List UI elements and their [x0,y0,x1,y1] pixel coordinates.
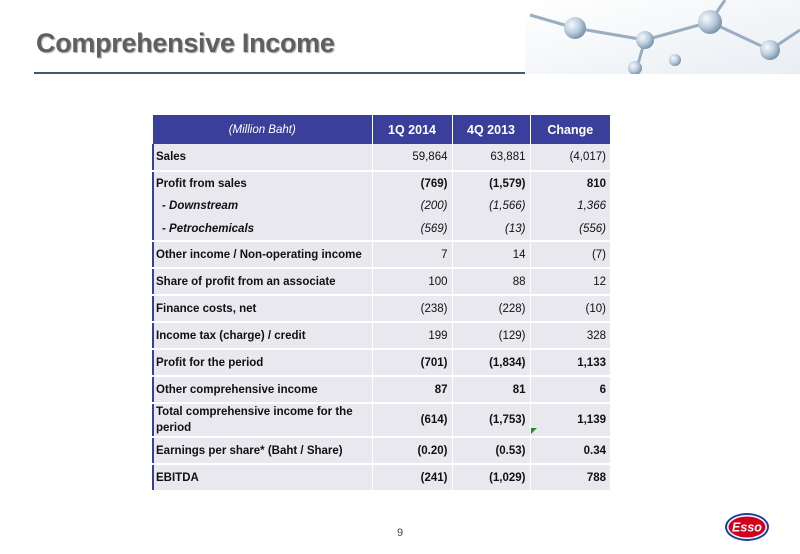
cell-change: 1,366 [530,195,610,217]
comprehensive-income-table [152,115,610,492]
cell-change: (7) [530,241,610,268]
cell-4q2013: (1,029) [452,464,530,491]
table-row-earnings-per-share [153,437,610,464]
row-label: Income tax (charge) / credit [153,322,372,349]
cell-4q2013: (1,753) [452,403,530,437]
cell-1q2014: (569) [372,217,452,241]
table-row-ebitda [153,464,610,491]
table-row-profit-for-period [153,349,610,376]
row-label: Other comprehensive income [153,376,372,403]
table-row-profit-from-sales [153,171,610,195]
column-header-4q2013: 4Q 2013 [452,115,530,144]
esso-logo-text: Esso [732,520,762,535]
page-title: Comprehensive Income [36,28,335,58]
cell-1q2014: (238) [372,295,452,322]
cell-4q2013: (1,566) [452,195,530,217]
cell-1q2014: (200) [372,195,452,217]
molecule-decoration [525,0,800,74]
cell-1q2014: (614) [372,403,452,437]
table-row-income-tax [153,322,610,349]
cell-1q2014: (241) [372,464,452,491]
cell-1q2014: 7 [372,241,452,268]
cell-change: 1,139 [530,403,610,437]
cell-change: 788 [530,464,610,491]
cell-change: 12 [530,268,610,295]
cell-change: 810 [530,171,610,195]
cell-change: (556) [530,217,610,241]
cell-change: 328 [530,322,610,349]
cell-change: 6 [530,376,610,403]
column-header-change: Change [530,115,610,144]
column-header-unit: (Million Baht) [153,115,372,144]
cell-4q2013: 88 [452,268,530,295]
cell-1q2014: 100 [372,268,452,295]
cell-4q2013: 63,881 [452,144,530,171]
row-label: - Downstream [153,195,372,217]
table-row-other-comprehensive-income [153,376,610,403]
table-row-sales [153,144,610,171]
table-row-other-income [153,241,610,268]
esso-logo-icon [724,512,770,542]
row-label: Share of profit from an associate [153,268,372,295]
row-label: Other income / Non-operating income [153,241,372,268]
cell-comment-marker [531,428,537,434]
page-number: 9 [396,527,404,539]
cell-change: 1,133 [530,349,610,376]
cell-4q2013: (13) [452,217,530,241]
cell-4q2013: (1,834) [452,349,530,376]
table-row-downstream [153,195,610,217]
cell-4q2013: 81 [452,376,530,403]
table-row-petrochemicals [153,217,610,241]
table-row-finance-costs [153,295,610,322]
cell-4q2013: (0.53) [452,437,530,464]
row-label: Profit from sales [153,171,372,195]
row-label: Sales [153,144,372,171]
table-row-total-comprehensive-income [153,403,610,437]
row-label: EBITDA [153,464,372,491]
esso-logo [724,512,770,542]
molecule-graphic [525,0,800,74]
cell-change: 0.34 [530,437,610,464]
column-header-1q2014: 1Q 2014 [372,115,452,144]
cell-1q2014: (0.20) [372,437,452,464]
cell-change: (10) [530,295,610,322]
row-label: - Petrochemicals [153,217,372,241]
cell-change: (4,017) [530,144,610,171]
cell-1q2014: (701) [372,349,452,376]
row-label: Earnings per share* (Baht / Share) [153,437,372,464]
cell-4q2013: 14 [452,241,530,268]
row-label: Profit for the period [153,349,372,376]
cell-1q2014: 59,864 [372,144,452,171]
table-header-row [153,115,610,144]
cell-1q2014: 87 [372,376,452,403]
cell-1q2014: (769) [372,171,452,195]
cell-4q2013: (129) [452,322,530,349]
row-label: Finance costs, net [153,295,372,322]
cell-4q2013: (228) [452,295,530,322]
cell-1q2014: 199 [372,322,452,349]
table-row-share-of-profit [153,268,610,295]
row-label: Total comprehensive income for the period [153,403,372,437]
cell-4q2013: (1,579) [452,171,530,195]
